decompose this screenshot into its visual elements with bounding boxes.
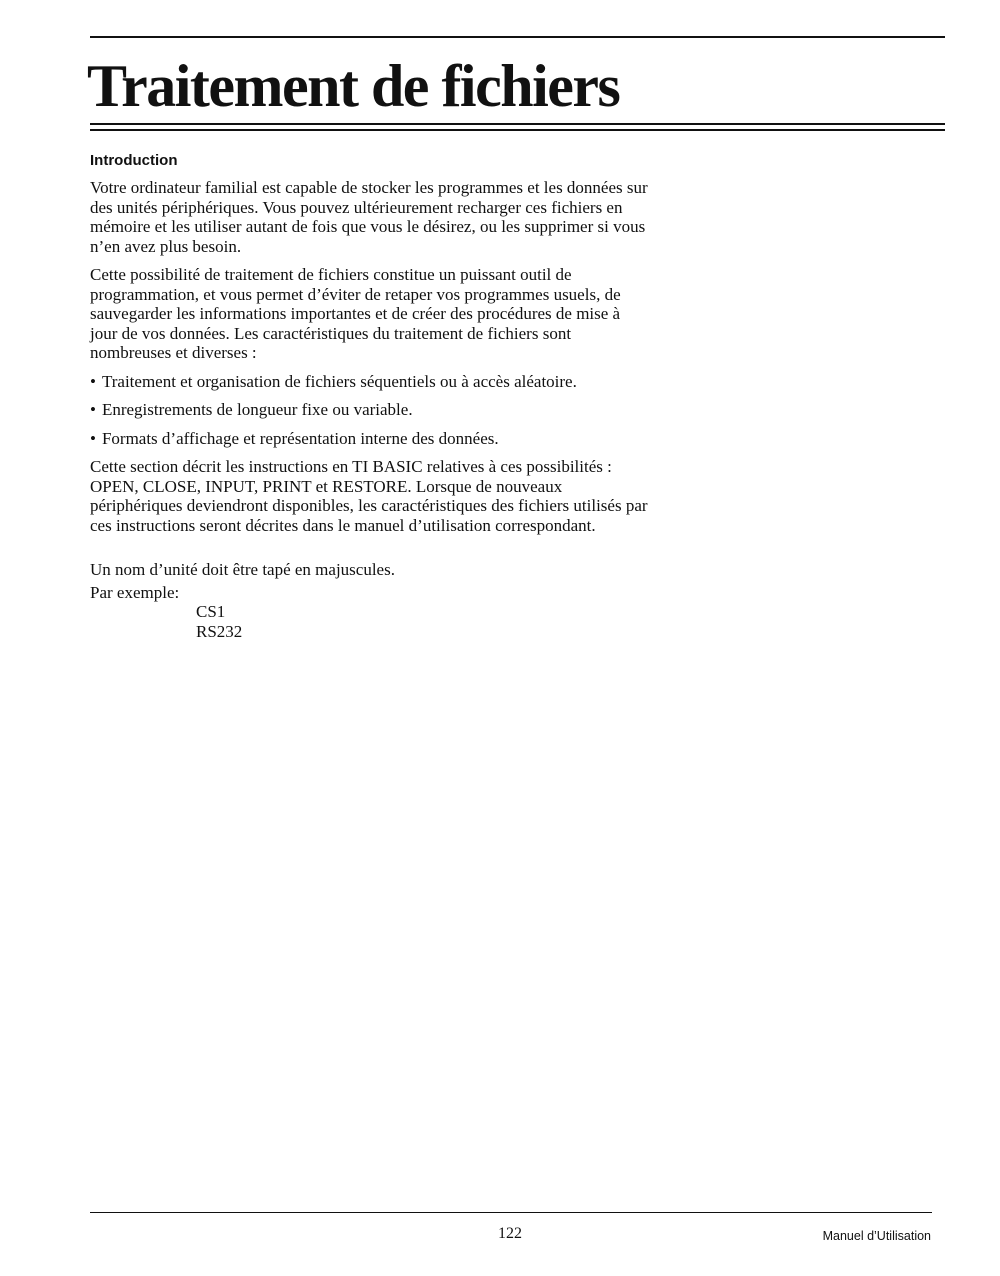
title-rule-lower	[90, 129, 945, 131]
bullet-icon: •	[90, 428, 96, 448]
list-item-text: Formats d’affichage et représentation interne des données.	[101, 428, 499, 448]
list-item-text: Enregistrements de longueur fixe ou variable.	[101, 400, 413, 419]
footer-manual-title: Manuel d’Utilisation	[822, 1229, 931, 1243]
footer-rule	[90, 1212, 932, 1213]
section-heading: Introduction	[90, 152, 178, 169]
main-content	[90, 150, 650, 641]
list-item-text: Traitement et organisation de fichiers séquentiels ou à accès aléatoire.	[101, 371, 577, 391]
feature-list	[90, 372, 650, 449]
example-list	[196, 602, 650, 641]
list-item	[90, 372, 650, 392]
intro-paragraph-1: Votre ordinateur familial est capable de stocker les programmes et les données sur des unités périphériques. Vous pouvez ultérieurement recharger ces fichiers en mémoire et les utiliser autant de fois que vous le désirez, ou les supprimer si vous n’en avez plus besoin.	[90, 178, 648, 256]
page-title: Traitement de fichiers	[87, 53, 620, 119]
bullet-icon: •	[90, 400, 96, 419]
title-rule-upper	[90, 123, 945, 125]
page-number: 122	[498, 1225, 522, 1242]
example-label: Par exemple:	[90, 582, 180, 602]
bullet-icon: •	[90, 371, 96, 391]
top-rule	[90, 36, 945, 38]
example-item: CS1	[196, 602, 226, 621]
list-item	[90, 400, 650, 420]
example-item: RS232	[196, 621, 243, 641]
list-item	[90, 429, 650, 449]
closing-paragraph: Cette section décrit les instructions en TI BASIC relatives à ces possibilités : OPEN, CLOSE, INPUT, PRINT et RESTORE. Lorsque de nouveaux périphériques deviendront disponibles, les caractéristiques des fichiers utilisés par ces instructions seront décrites dans le manuel d’utilisation correspondant.	[90, 457, 648, 535]
intro-paragraph-2: Cette possibilité de traitement de fichiers constitue un puissant outil de programmation, et vous permet d’éviter de retaper vos programmes usuels, de sauvegarder les informations importantes et de créer des procédures de mise à jour de vos données. Les caractéristiques du traitement de fichiers sont nombreuses et diverses :	[90, 265, 621, 362]
device-note: Un nom d’unité doit être tapé en majuscules.	[90, 560, 395, 579]
